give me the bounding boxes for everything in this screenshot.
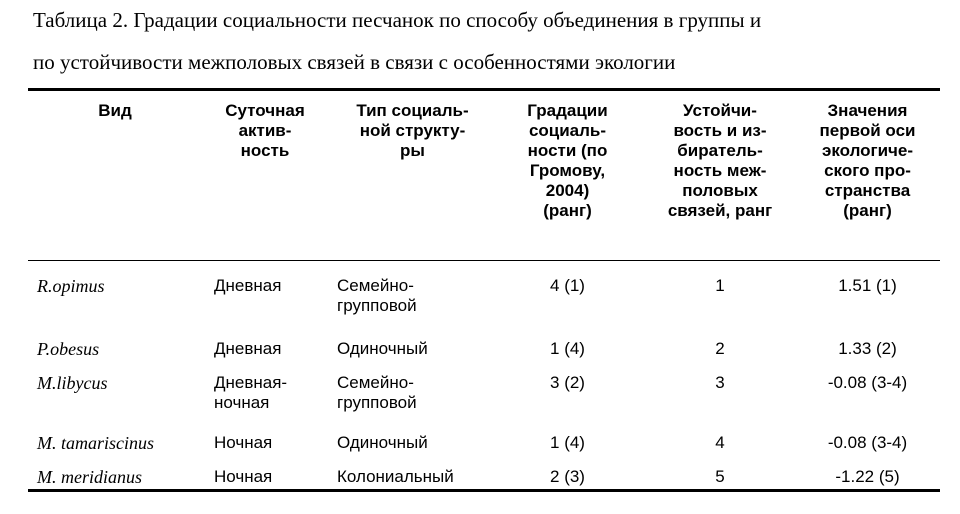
header-stability: Устойчи- вость и из- биратель- ность меж- половых связей, ранг <box>667 101 773 220</box>
stability-cell: 2 <box>715 339 725 358</box>
header-ecology-axis: Значения первой оси экологиче- ского про- странства (ранг) <box>819 101 916 220</box>
table-caption-line-2: по устойчивости межполовых связей в связи с особенностями экологии <box>33 50 676 74</box>
structure-cell: Колониальный <box>337 467 454 486</box>
stability-cell: 3 <box>715 373 725 392</box>
table-header-rule <box>28 260 940 261</box>
structure-cell: Семейно- групповой <box>337 276 417 315</box>
activity-cell: Дневная <box>214 339 282 358</box>
stability-cell: 4 <box>715 433 725 452</box>
stability-cell: 5 <box>715 467 725 486</box>
ecology-axis-cell: 1.51 (1) <box>838 276 897 295</box>
species-cell: M. meridianus <box>37 467 142 487</box>
gradation-cell: 4 (1) <box>550 276 585 295</box>
species-cell: M.libycus <box>37 373 108 393</box>
stability-cell: 1 <box>715 276 725 295</box>
header-structure: Тип социаль- ной структу- ры <box>356 101 469 160</box>
structure-cell: Одиночный <box>337 339 428 358</box>
gradation-cell: 1 (4) <box>550 433 585 452</box>
gradation-cell: 2 (3) <box>550 467 585 486</box>
ecology-axis-cell: 1.33 (2) <box>838 339 897 358</box>
structure-cell: Семейно- групповой <box>337 373 417 412</box>
ecology-axis-cell: -0.08 (3-4) <box>827 373 908 392</box>
ecology-axis-cell: -1.22 (5) <box>835 467 900 486</box>
species-cell: P.obesus <box>37 339 100 359</box>
activity-cell: Ночная <box>214 467 273 486</box>
gradation-cell: 3 (2) <box>550 373 585 392</box>
header-gradation: Градации социаль- ности (по Громову, 2004) (ранг) <box>527 101 608 220</box>
table-top-rule <box>28 88 940 91</box>
header-activity: Суточная актив- ность <box>225 101 305 160</box>
species-cell: M. tamariscinus <box>37 433 154 453</box>
header-species: Вид <box>98 101 132 120</box>
activity-cell: Дневная <box>214 276 282 295</box>
table-caption-line-1: Таблица 2. Градации социальности песчанок по способу объединения в группы и <box>33 8 762 32</box>
activity-cell: Ночная <box>214 433 273 452</box>
species-cell: R.opimus <box>37 276 105 296</box>
table-bottom-rule <box>28 489 940 492</box>
activity-cell: Дневная- ночная <box>214 373 288 412</box>
ecology-axis-cell: -0.08 (3-4) <box>827 433 908 452</box>
gradation-cell: 1 (4) <box>550 339 585 358</box>
structure-cell: Одиночный <box>337 433 428 452</box>
